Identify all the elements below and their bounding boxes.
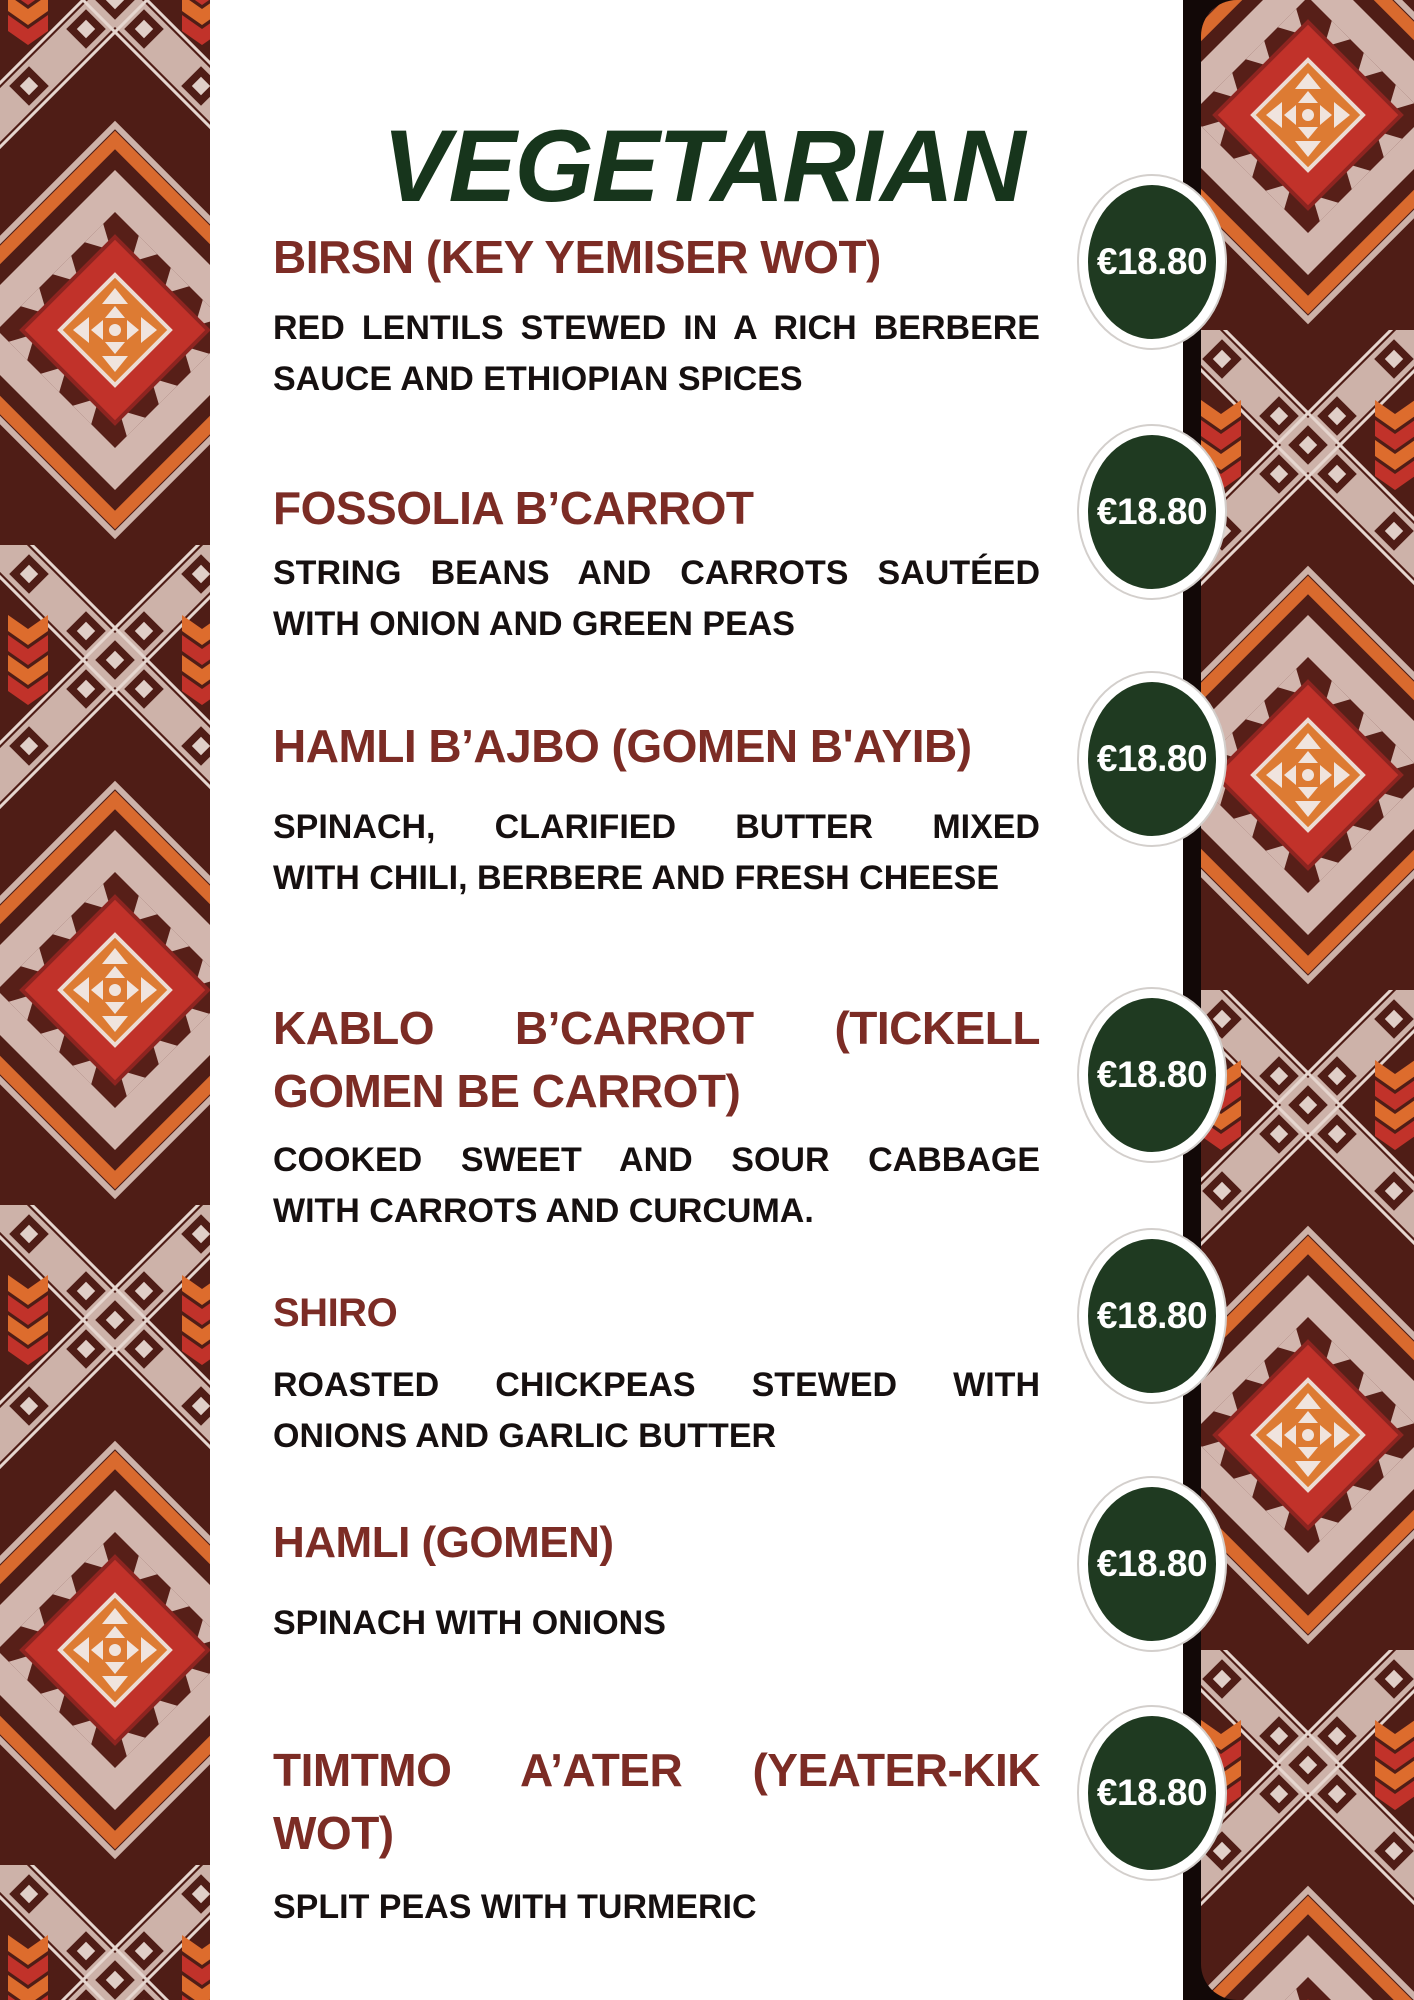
item-name: SHIRO (273, 1291, 398, 1335)
item-name: HAMLI (GOMEN) (273, 1518, 614, 1567)
right-fabric-border (1201, 0, 1414, 2000)
menu-item-birsn (273, 226, 1040, 398)
price-badge: €18.80 (1079, 989, 1225, 1161)
item-name: TIMTMO A’ATER (YEATER-KIK WOT) (273, 1744, 1040, 1859)
item-description: ROASTED CHICKPEAS STEWED WITH ONIONS AND GARLIC BUTTER (273, 1366, 1040, 1455)
price-badge: €18.80 (1079, 426, 1225, 598)
price-badge: €18.80 (1079, 1478, 1225, 1650)
item-description: SPINACH WITH ONIONS (273, 1604, 666, 1642)
price-badge: €18.80 (1079, 176, 1225, 348)
menu-item-hamli-gomen (273, 1513, 1040, 1642)
menu-item-fossolia (273, 477, 1040, 643)
item-description: SPLIT PEAS WITH TURMERIC (273, 1888, 757, 1926)
price-badge: €18.80 (1079, 1707, 1225, 1879)
item-name: FOSSOLIA B’CARROT (273, 482, 754, 534)
menu-item-shiro (273, 1286, 1040, 1455)
menu-item-kablo (273, 997, 1040, 1230)
item-description: SPINACH, CLARIFIED BUTTER MIXED WITH CHILI, BERBERE AND FRESH CHEESE (273, 808, 1040, 897)
menu-item-hamli-bajbo (273, 715, 1040, 897)
left-fabric-border (0, 0, 210, 2000)
item-description: RED LENTILS STEWED IN A RICH BERBERE SAUCE AND ETHIOPIAN SPICES (273, 309, 1040, 398)
page-title: VEGETARIAN (382, 109, 1024, 224)
price-badge: €18.80 (1079, 1230, 1225, 1402)
item-name: KABLO B’CARROT (TICKELL GOMEN BE CARROT) (273, 1002, 1040, 1117)
item-name: BIRSN (KEY YEMISER WOT) (273, 231, 881, 283)
item-name: HAMLI B’AJBO (GOMEN B'AYIB) (273, 720, 972, 772)
item-description: COOKED SWEET AND SOUR CABBAGE WITH CARROTS AND CURCUMA. (273, 1141, 1040, 1230)
item-description: STRING BEANS AND CARROTS SAUTÉED WITH ONION AND GREEN PEAS (273, 554, 1040, 643)
menu-item-timtmo (273, 1739, 1040, 1926)
price-badge: €18.80 (1079, 673, 1225, 845)
